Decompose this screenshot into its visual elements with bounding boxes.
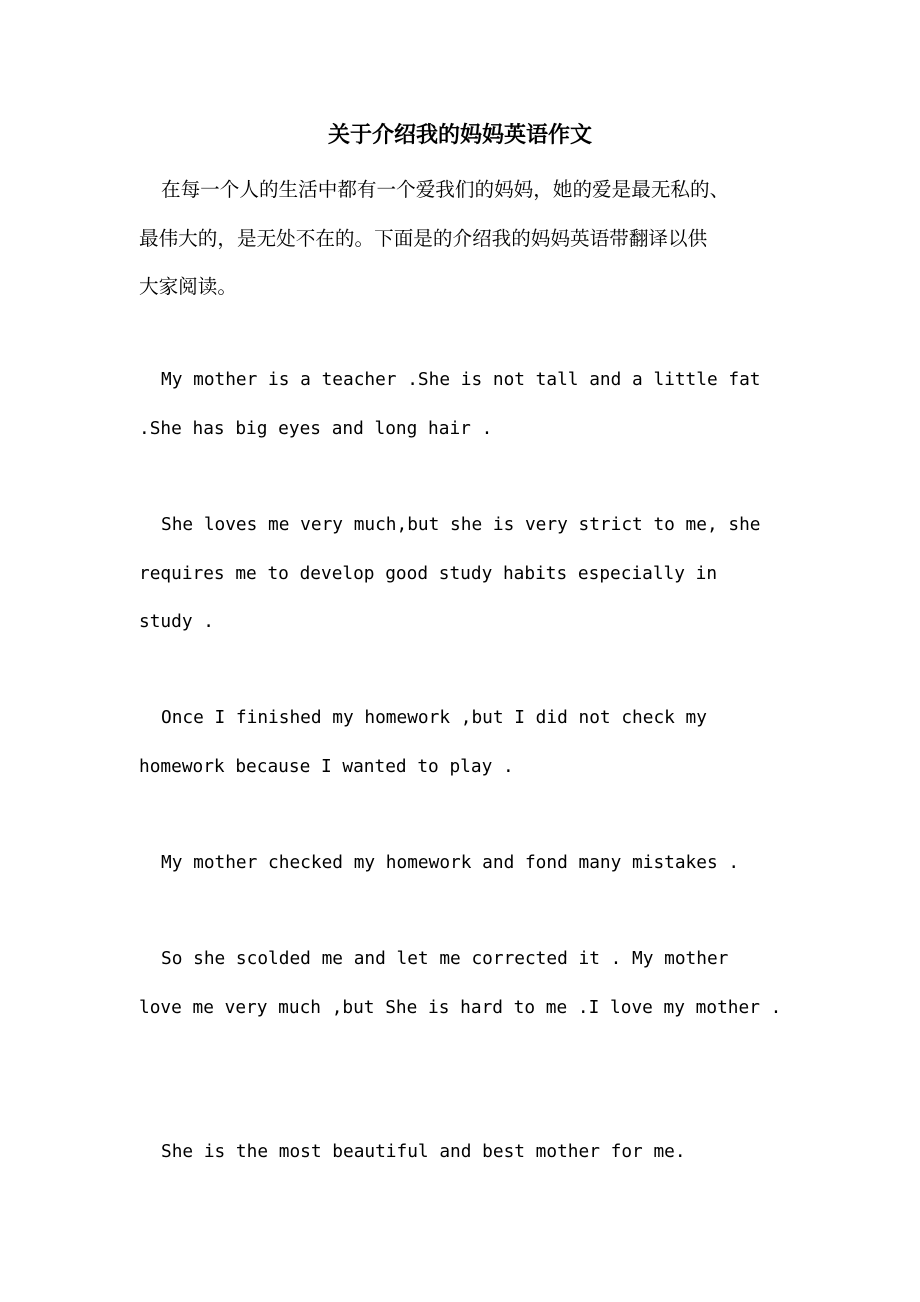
essay-paragraph-6 [139, 1128, 799, 1177]
paragraph-line: So she scolded me and let me corrected it . My mother [161, 948, 729, 969]
paragraph-line: Once I finished my homework ,but I did not check my [161, 707, 707, 728]
intro-line: 最伟大的，是无处不在的。下面是的介绍我的妈妈英语带翻译以供 [139, 226, 708, 250]
essay-paragraph-5 [139, 935, 799, 1032]
essay-paragraph-3 [139, 694, 799, 791]
paragraph-line: My mother checked my homework and fond many mistakes . [161, 852, 740, 873]
paragraph-line: love me very much ,but She is hard to me .I love my mother . [139, 996, 782, 1018]
paragraph-line: She loves me very much,but she is very strict to me, she [161, 514, 761, 535]
intro-paragraph [139, 166, 784, 312]
paragraph-line: She is the most beautiful and best mother for me. [161, 1141, 686, 1162]
paragraph-line: .She has big eyes and long hair . [139, 417, 493, 439]
intro-line: 在每一个人的生活中都有一个爱我们的妈妈，她的爱是最无私的、 [161, 178, 730, 201]
paragraph-line: My mother is a teacher .She is not tall and a little fat [161, 369, 761, 390]
intro-line: 大家阅读。 [139, 275, 237, 298]
page-title: 关于介绍我的妈妈英语作文 [327, 122, 592, 148]
essay-paragraph-1 [139, 356, 799, 453]
paragraph-line: study . [139, 611, 214, 632]
paragraph-line: requires me to develop good study habits especially in [139, 562, 718, 584]
essay-paragraph-4 [139, 839, 799, 888]
paragraph-line: homework because I wanted to play . [139, 755, 514, 777]
essay-paragraph-2 [139, 501, 799, 647]
